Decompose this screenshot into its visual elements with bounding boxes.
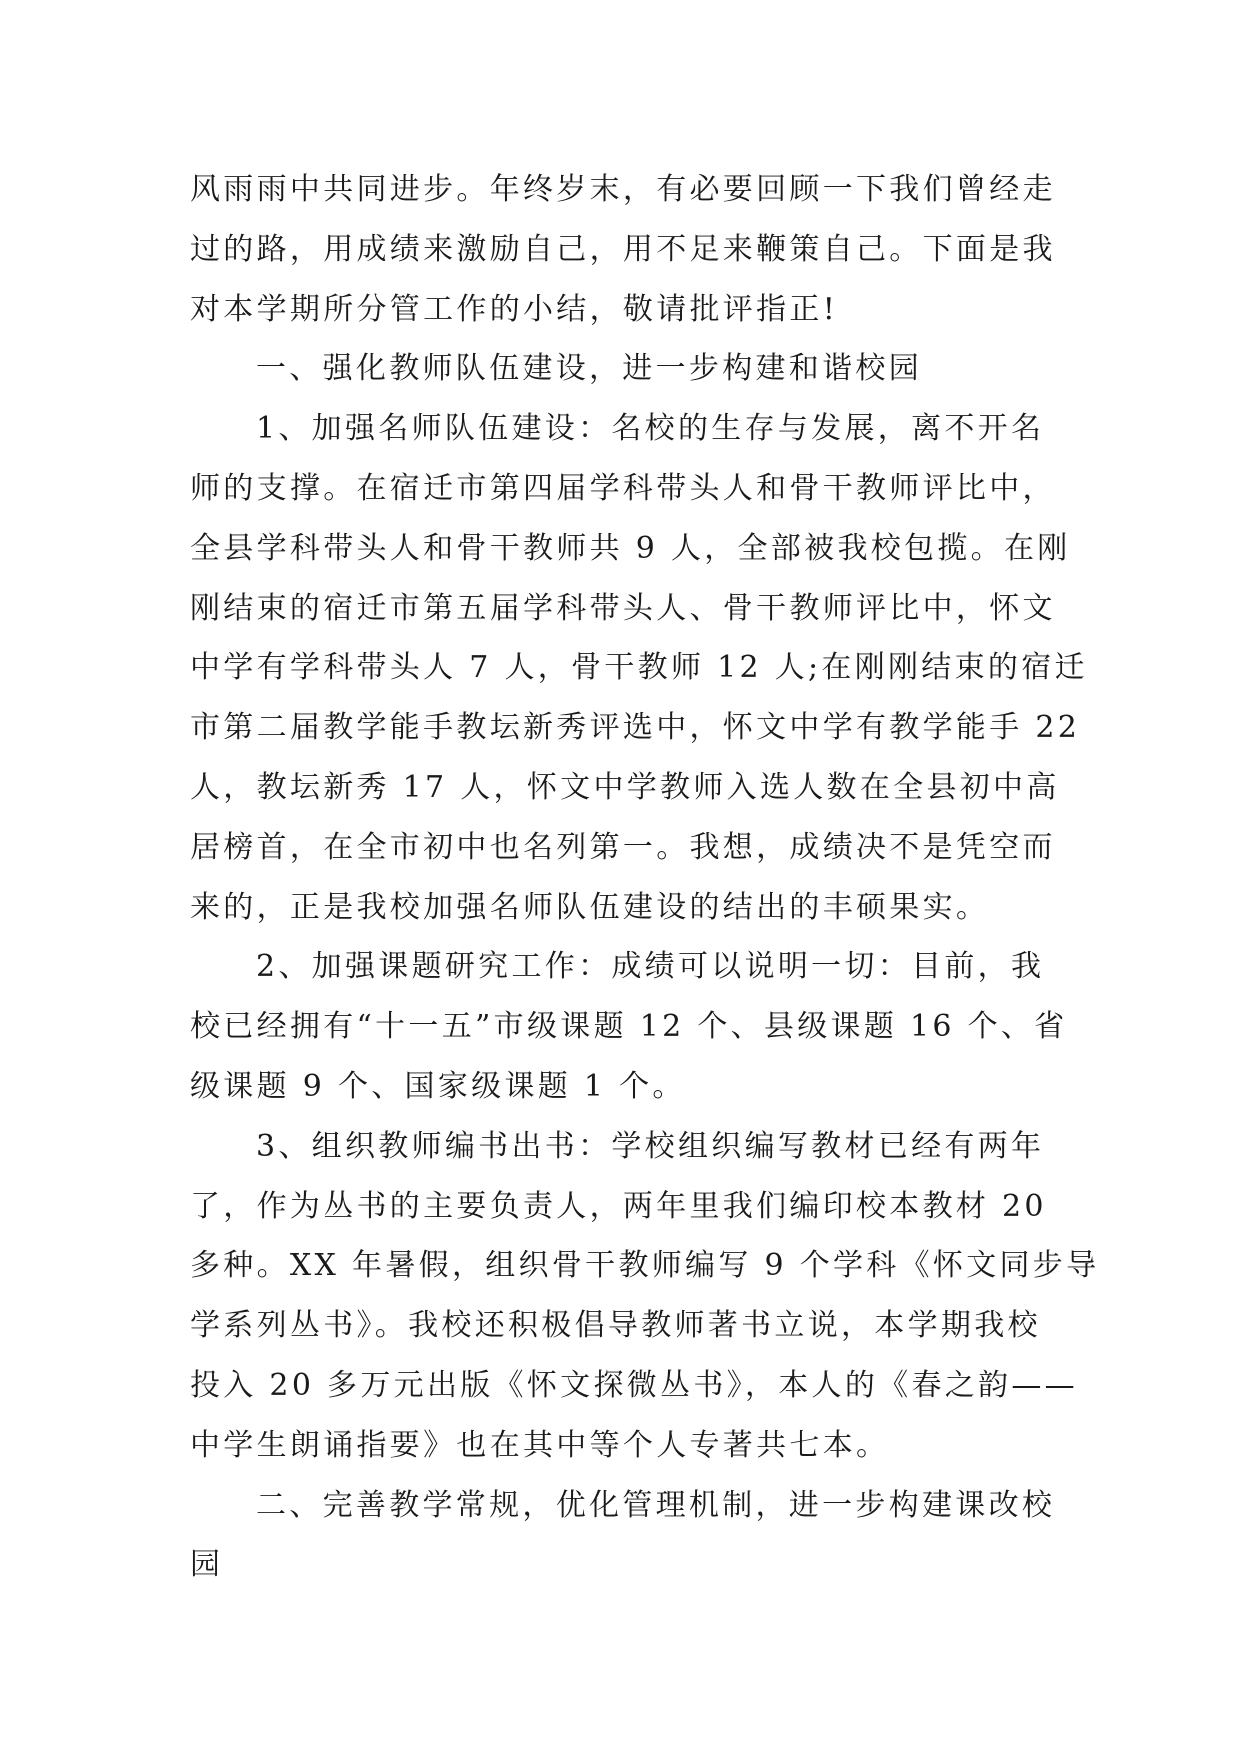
text-line-14: 2、加强课题研究工作：成绩可以说明一切：目前，我 xyxy=(256,949,1045,985)
text-line-8: 刚结束的宿迁市第五届学科带头人、骨干教师评比中，怀文 xyxy=(190,590,1056,626)
text-line-19: 多种。XX 年暑假，组织骨干教师编写 9 个学科《怀文同步导 xyxy=(190,1248,1100,1284)
text-line-18: 了，作为丛书的主要负责人，两年里我们编印校本教材 20 xyxy=(190,1188,1047,1224)
text-line-20: 学系列丛书》。我校还积极倡导教师著书立说，本学期我校 xyxy=(190,1308,1041,1344)
text-line-11: 人，教坛新秀 17 人，怀文中学教师入选人数在全县初中高 xyxy=(190,769,1060,805)
text-line-21: 投入 20 多万元出版《怀文探微丛书》，本人的《春之韵—— xyxy=(190,1367,1078,1403)
text-line-9: 中学有学科带头人 7 人，骨干教师 12 人;在刚刚结束的宿迁 xyxy=(190,650,1088,686)
text-line-13: 来的，正是我校加强名师队伍建设的结出的丰硕果实。 xyxy=(190,889,990,925)
text-line-10: 市第二届教学能手教坛新秀评选中，怀文中学有教学能手 22 xyxy=(190,710,1081,746)
text-line-6: 师的支撑。在宿迁市第四届学科带头人和骨干教师评比中， xyxy=(190,470,1056,506)
text-line-15: 校已经拥有“十一五”市级课题 12 个、县级课题 16 个、省 xyxy=(190,1009,1068,1045)
text-line-7: 全县学科带头人和骨干教师共 9 人，全部被我校包揽。在刚 xyxy=(190,530,1071,566)
section-heading-1: 一、强化教师队伍建设，进一步构建和谐校园 xyxy=(256,351,922,387)
text-line-17: 3、组织教师编书出书：学校组织编写教材已经有两年 xyxy=(256,1128,1045,1164)
text-line-2: 过的路，用成绩来激励自己，用不足来鞭策自己。下面是我 xyxy=(190,231,1056,267)
section-heading-2: 二、完善教学常规，优化管理机制，进一步构建课改校 xyxy=(256,1487,1056,1523)
text-line-22: 中学生朗诵指要》也在其中等个人专著共七本。 xyxy=(190,1427,890,1463)
text-line-1: 风雨雨中共同进步。年终岁末，有必要回顾一下我们曾经走 xyxy=(190,172,1056,207)
text-line-3: 对本学期所分管工作的小结，敬请批评指正! xyxy=(190,291,839,327)
document-body xyxy=(190,160,1100,1595)
text-line-12: 居榜首，在全市初中也名列第一。我想，成绩决不是凭空而 xyxy=(190,829,1056,865)
text-line-24: 园 xyxy=(190,1547,224,1583)
text-line-16: 级课题 9 个、国家级课题 1 个。 xyxy=(190,1068,686,1104)
text-line-5: 1、加强名师队伍建设：名校的生存与发展，离不开名 xyxy=(256,411,1045,447)
